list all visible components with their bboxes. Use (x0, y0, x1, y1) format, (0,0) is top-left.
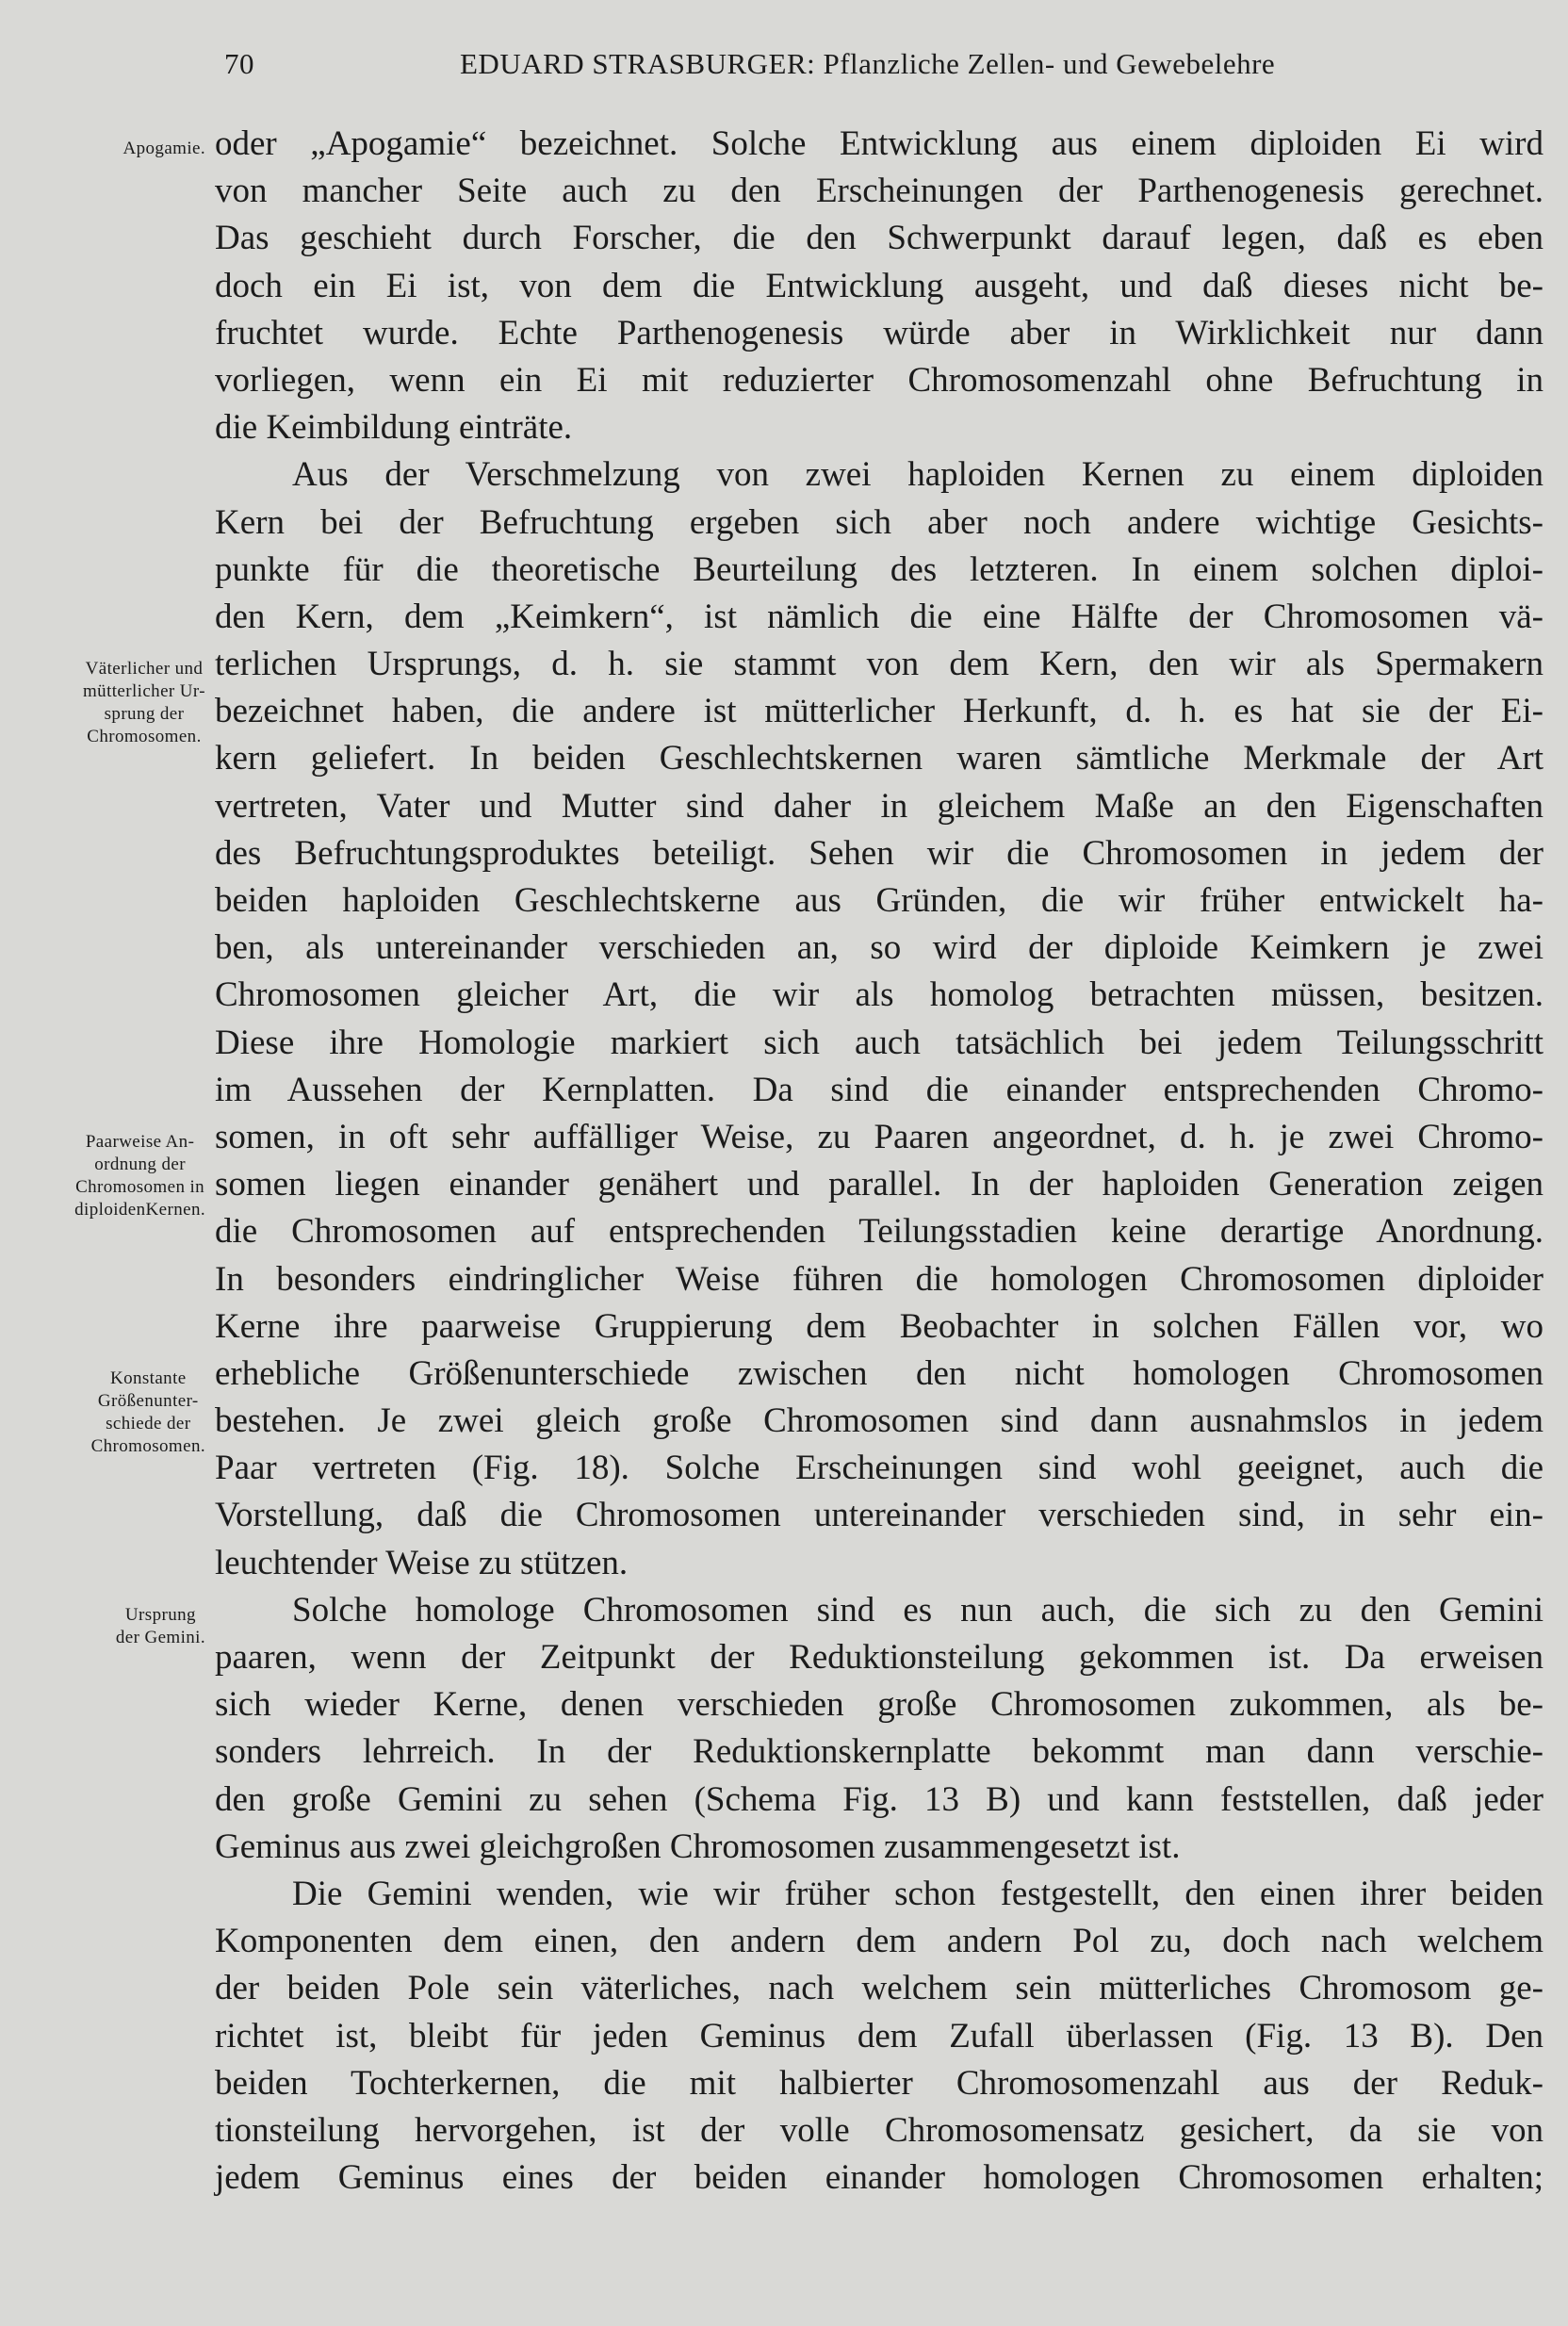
margin-note-line: mütterlicher Ur- (83, 681, 205, 702)
margin-note-line: Ursprung (124, 1605, 196, 1626)
margin-note-line: Paarweise An- (85, 1132, 195, 1153)
text-line: In besonders eindringlicher Weise führen die homologen Chromosomen diploider (215, 1259, 1544, 1299)
text-line: doch ein Ei ist, von dem die Entwicklung ausgeht, und daß dieses nicht be- (215, 266, 1544, 305)
text-line: Die Gemini wenden, wie wir früher schon festgestellt, den einen ihrer beiden (292, 1874, 1544, 1913)
text-line: des Befruchtungsproduktes beteiligt. Sehen wir die Chromosomen in jedem der (215, 833, 1544, 873)
text-line: vorliegen, wenn ein Ei mit reduzierter Chromosomenzahl ohne Befruchtung in (215, 360, 1544, 400)
text-line: tionsteilung hervorgehen, ist der volle Chromosomensatz gesichert, da sie von (215, 2110, 1544, 2150)
text-line: beiden haploiden Geschlechtskerne aus Gründen, die wir früher entwickelt ha- (215, 881, 1544, 920)
text-line: somen liegen einander genähert und parallel. In der haploiden Generation zeigen (215, 1165, 1544, 1204)
running-title: EDUARD STRASBURGER: Pflanzliche Zellen- und Gewebelehre (460, 47, 1276, 80)
text-line: die Chromosomen auf entsprechenden Teilungsstadien keine derartige Anordnung. (215, 1212, 1544, 1252)
margin-note-line: Größenunter- (97, 1391, 199, 1412)
margin-note-line: Chromosomen in (75, 1177, 205, 1198)
text-line: ben, als untereinander verschieden an, so wird der diploide Keimkern je zwei (215, 928, 1544, 968)
margin-note (91, 1368, 205, 1458)
text-line: Vorstellung, daß die Chromosomen untereinander verschieden sind, in sehr ein- (215, 1496, 1544, 1535)
margin-note-line: Chromosomen. (87, 727, 202, 747)
text-line: Chromosomen gleicher Art, die wir als homolog betrachten müssen, besitzen. (215, 975, 1544, 1015)
text-line: kern geliefert. In beiden Geschlechtskernen waren sämtliche Merkmale der Art (215, 739, 1544, 778)
text-line: der beiden Pole sein väterliches, nach welchem sein mütterliches Chromosom ge- (215, 1969, 1544, 2008)
text-line: paaren, wenn der Zeitpunkt der Reduktionsteilung gekommen ist. Da erweisen (215, 1638, 1544, 1677)
text-line: sich wieder Kerne, denen verschieden große Chromosomen zukommen, als be- (215, 1685, 1544, 1725)
text-line: beiden Tochterkernen, die mit halbierter Chromosomenzahl aus der Reduk- (215, 2063, 1544, 2103)
margin-note (116, 1604, 205, 1649)
margin-note-line: Konstante (109, 1368, 187, 1389)
text-line: vertreten, Vater und Mutter sind daher in gleichem Maße an den Eigenschaften (215, 786, 1544, 826)
text-line: oder „Apogamie“ bezeichnet. Solche Entwicklung aus einem diploiden Ei wird (215, 124, 1544, 163)
text-line: leuchtender Weise zu stützen. (215, 1543, 629, 1582)
text-line: somen, in oft sehr auffälliger Weise, zu Paaren angeordnet, d. h. je zwei Chromo- (215, 1117, 1544, 1156)
text-line: sonders lehrreich. In der Reduktionskernplatte bekommt man dann verschie- (215, 1732, 1544, 1772)
text-line: jedem Geminus eines der beiden einander homologen Chromosomen erhalten; (215, 2158, 1544, 2198)
text-line: von mancher Seite auch zu den Erscheinungen der Parthenogenesis gerechnet. (215, 172, 1544, 211)
text-line: Kern bei der Befruchtung ergeben sich aber noch andere wichtige Gesichts- (215, 502, 1544, 542)
page-number: 70 (224, 47, 254, 80)
margin-note-line: schiede der (106, 1414, 191, 1434)
margin-note-line: sprung der (104, 704, 185, 725)
text-line: Kerne ihre paarweise Gruppierung dem Beobachter in solchen Fällen vor, wo (215, 1306, 1544, 1346)
text-line: den Kern, dem „Keimkern“, ist nämlich die eine Hälfte der Chromosomen vä- (215, 597, 1544, 636)
text-line: bezeichnet haben, die andere ist mütterlicher Herkunft, d. h. es hat sie der Ei- (215, 692, 1544, 731)
text-line: Solche homologe Chromosomen sind es nun auch, die sich zu den Gemini (292, 1590, 1544, 1630)
text-line: Komponenten dem einen, den andern dem andern Pol zu, doch nach welchem (215, 1922, 1544, 1961)
margin-note (74, 1131, 205, 1221)
text-line: Aus der Verschmelzung von zwei haploiden Kernen zu einem diploiden (292, 455, 1544, 495)
text-line: die Keimbildung einträte. (215, 408, 573, 448)
text-line: den große Gemini zu sehen (Schema Fig. 13 B) und kann feststellen, daß jeder (215, 1779, 1544, 1819)
margin-note-line: Chromosomen. (90, 1436, 205, 1457)
margin-note-line: diploidenKernen. (74, 1200, 205, 1220)
text-line: Diese ihre Homologie markiert sich auch tatsächlich bei jedem Teilungsschritt (215, 1023, 1544, 1062)
text-line: Geminus aus zwei gleichgroßen Chromosomen zusammengesetzt ist. (215, 1826, 1181, 1866)
margin-note-line: Apogamie. (122, 139, 205, 158)
text-line: Das geschieht durch Forscher, die den Schwerpunkt darauf legen, daß es eben (215, 219, 1544, 258)
text-line: punkte für die theoretische Beurteilung des letzteren. In einem solchen diploi- (215, 549, 1544, 589)
text-line: im Aussehen der Kernplatten. Da sind die einander entsprechenden Chromo- (215, 1070, 1544, 1109)
margin-note (123, 138, 206, 160)
body-text (215, 121, 1544, 2202)
text-line: bestehen. Je zwei gleich große Chromosomen sind dann ausnahmslos in jedem (215, 1401, 1544, 1441)
text-line: Paar vertreten (Fig. 18). Solche Erscheinungen sind wohl geeignet, auch die (215, 1449, 1544, 1488)
text-line: erhebliche Größenunterschiede zwischen den nicht homologen Chromosomen (215, 1353, 1544, 1393)
text-line: fruchtet wurde. Echte Parthenogenesis würde aber in Wirklichkeit nur dann (215, 313, 1544, 352)
text-line: richtet ist, bleibt für jeden Geminus dem Zufall überlassen (Fig. 13 B). Den (215, 2016, 1544, 2056)
margin-note-line: der Gemini. (115, 1628, 205, 1648)
margin-note (83, 658, 205, 748)
margin-note-line: Väterlicher und (85, 659, 204, 680)
margin-note-line: ordnung der (94, 1155, 186, 1175)
text-line: terlichen Ursprungs, d. h. sie stammt von dem Kern, den wir als Spermakern (215, 645, 1544, 684)
